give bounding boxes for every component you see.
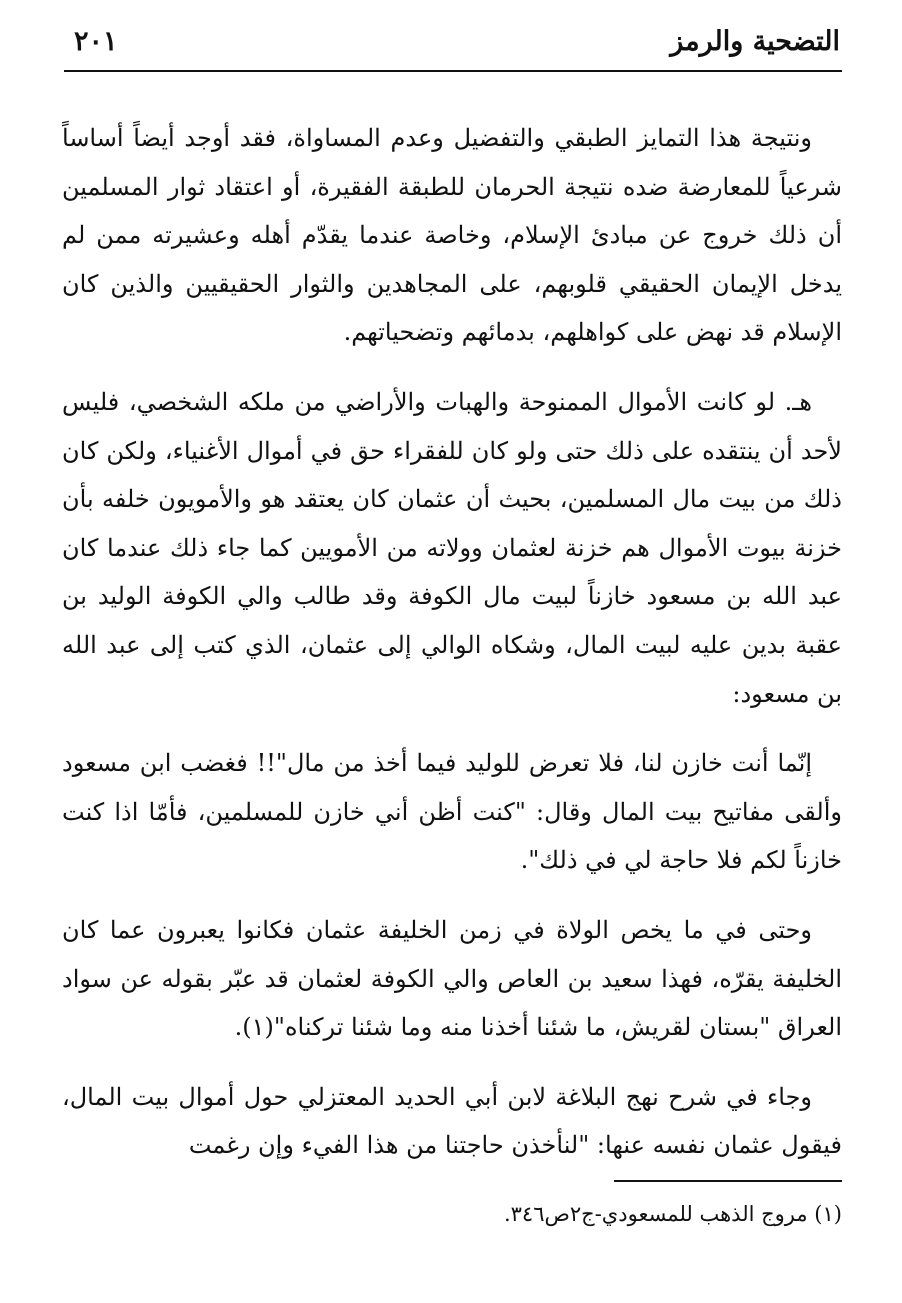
body-text [62, 114, 842, 1191]
footnote-rule [614, 1180, 842, 1182]
paragraph-5: وجاء في شرح نهج البلاغة لابن أبي الحديد المعتزلي حول أموال بيت المال، فيقول عثمان نفسه عنها: "لنأخذن حاجتنا من هذا الفيء وإن رغمت [62, 1082, 842, 1160]
paragraph-2: هـ. لو كانت الأموال الممنوحة والهبات والأراضي من ملكه الشخصي، فليس لأحد أن ينتقده على ذلك حتى ولو كان للفقراء حق في أموال الأغنياء، ولكن كان ذلك من بيت مال المسلمين، بحيث أن عثمان كان يعتقد هو والأمويون خلفه بأن خزنة بيوت الأموال هم خزنة لعثمان وولاته من الأمويين كما جاء ذلك عندما كان عبد الله بن مسعود خازناً لبيت مال الكوفة وقد طالب والي الكوفة الوليد بن عقبة بدين عليه لبيت المال، وشكاه الوالي إلى عثمان، الذي كتب إلى عبد الله بن مسعود: [62, 387, 843, 708]
header-rule [64, 70, 842, 72]
page-header [64, 22, 842, 70]
paragraph-4: وحتى في ما يخص الولاة في زمن الخليفة عثمان فكانوا يعبرون عما كان الخليفة يقرّه، فهذا سعيد بن العاص والي الكوفة لعثمان قد عبّر بقوله عن سواد العراق "بستان لقريش، ما شئنا أخذنا منه وما شئنا تركناه"(١). [62, 915, 843, 1042]
paragraph-1: ونتيجة هذا التمايز الطبقي والتفضيل وعدم المساواة، فقد أوجد أيضاً أساساً شرعياً للمعارضة ضده نتيجة الحرمان للطبقة الفقيرة، أو اعتقاد ثوار المسلمين أن ذلك خروج عن مبادئ الإسلام، وخاصة عندما يقدّم أهله وعشيرته ممن لم يدخل الإيمان الحقيقي قلوبهم، على المجاهدين والثوار الحقيقيين والذين كان الإسلام قد نهض على كواهلهم، بدمائهم وتضحياتهم. [62, 124, 843, 347]
running-title: التضحية والرمز [670, 26, 840, 57]
paragraph-3-quote: إنّما أنت خازن لنا، فلا تعرض للوليد فيما أخذ من مال"!! فغضب ابن مسعود وألقى مفاتيح بيت المال وقال: "كنت أظن أني خازن للمسلمين، فأمّا اذا كنت خازناً لكم فلا حاجة لي في ذلك". [62, 749, 842, 875]
page-number: ٢٠١ [74, 26, 118, 57]
footnote: (١) مروج الذهب للمسعودي-ج٢ص٣٤٦. [503, 1202, 842, 1226]
